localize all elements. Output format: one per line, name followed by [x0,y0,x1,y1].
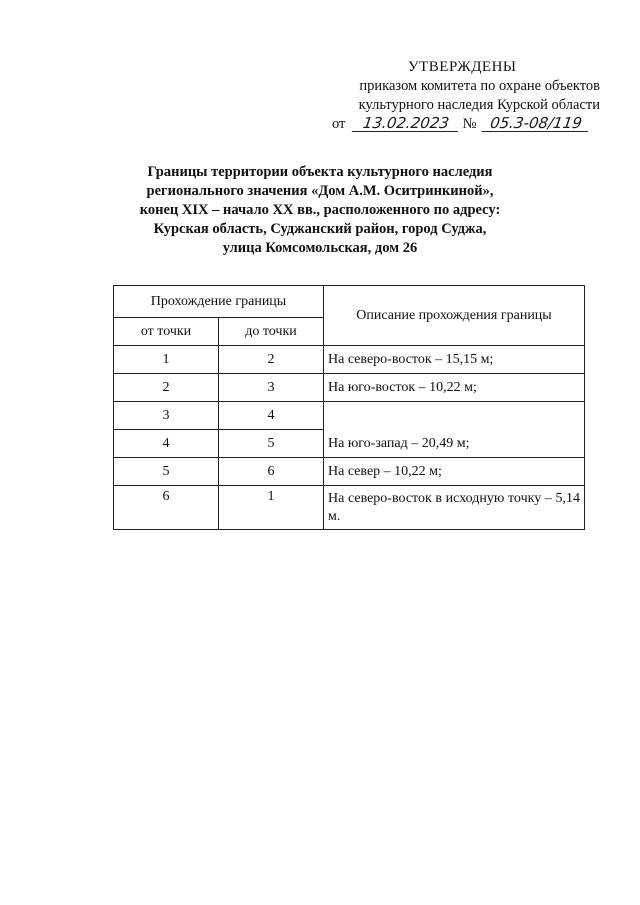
table-header-row [114,286,585,318]
cell-from: 4 [114,430,219,458]
heading-line: регионального значения «Дом А.М. Оситринкиной», [146,183,494,199]
cell-to: 2 [219,346,324,374]
cell-from: 3 [114,402,219,430]
boundary-table [113,285,585,530]
heading-line: Курская область, Суджанский район, город Суджа, [153,221,487,237]
heading-line: конец XIX – начало XX вв., расположенного по адресу: [139,202,501,218]
handwritten-number: 05.3-08/119 [482,115,590,132]
number-label: № [462,116,477,132]
approval-line-1: приказом комитета по охране объектов [359,78,600,94]
table-row [114,346,585,374]
header-from: от точки [114,318,219,346]
cell-description: На север – 10,22 м; [324,458,585,486]
cell-from: 6 [114,486,219,530]
approval-block [310,58,600,134]
header-passage: Прохождение границы [114,286,324,318]
heading-line: Границы территории объекта культурного наследия [147,164,493,180]
handwritten-date: 13.02.2023 [352,115,460,132]
from-label: от [332,116,346,132]
table-row [114,458,585,486]
approval-title: УТВЕРЖДЕНЫ [408,59,517,75]
approval-date-number-line [310,115,600,134]
cell-from: 1 [114,346,219,374]
heading-line: улица Комсомольская, дом 26 [222,240,418,256]
cell-to: 5 [219,430,324,458]
header-description: Описание прохождения границы [324,286,585,346]
approval-line-2: культурного наследия Курской области [358,97,600,113]
cell-to: 4 [219,402,324,430]
table-row [114,402,585,430]
cell-to: 6 [219,458,324,486]
cell-description: На северо-восток в исходную точку – 5,14 м. [324,486,585,530]
cell-from: 2 [114,374,219,402]
cell-description: На юго-запад – 20,49 м; [324,402,585,458]
table-row [114,486,585,530]
header-to: до точки [219,318,324,346]
cell-from: 5 [114,458,219,486]
cell-description: На юго-восток – 10,22 м; [324,374,585,402]
table-row [114,374,585,402]
cell-description: На северо-восток – 15,15 м; [324,346,585,374]
document-heading [110,163,530,258]
cell-to: 3 [219,374,324,402]
cell-to: 1 [219,486,324,530]
